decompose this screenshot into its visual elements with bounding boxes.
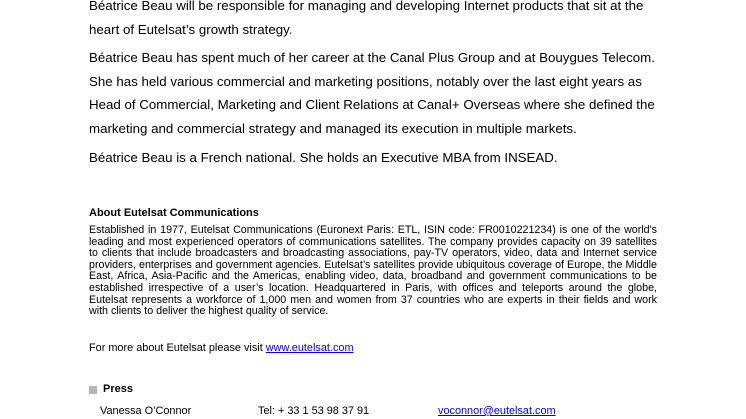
about-heading: About Eutelsat Communications bbox=[89, 207, 259, 219]
body-paragraph-3: Béatrice Beau is a French national. She holds an Executive MBA from INSEAD. bbox=[89, 150, 558, 165]
about-body: Established in 1977, Eutelsat Communications (Euronext Paris: ETL, ISIN code: FR0010221234) is one of the world's leading and most experienced operators of communications satellites. The company provides capacity on 39 satellites to clients that include broadcasters and broadcasting associations, pay-TV operators, video, data and Internet service providers, enterprises and government agencies. Eutelsat’s satellites provide ubiquitous coverage of Europe, the Middle East, Africa, Asia-Pacific and the Americas, enabling video, data, broadband and government communications to be established irrespective of a user’s location. Headquartered in Paris, with offices and teleports around the globe, Eutelsat represents a workforce of 1,000 men and women from 37 countries who are experts in their fields and work with clients to deliver the highest quality of service. bbox=[89, 224, 657, 318]
press-heading-label: Press bbox=[103, 383, 133, 395]
press-contact-row bbox=[0, 405, 746, 419]
press-email-link[interactable]: voconnor@eutelsat.com bbox=[438, 405, 556, 417]
bullet-square-icon bbox=[89, 386, 97, 394]
press-contact-tel: Tel: + 33 1 53 98 37 91 bbox=[258, 405, 370, 417]
more-info-line bbox=[89, 342, 354, 355]
more-info-text: For more about Eutelsat please visit bbox=[89, 342, 266, 354]
eutelsat-website-link[interactable]: www.eutelsat.com bbox=[265, 342, 354, 354]
body-paragraph-1: Béatrice Beau will be responsible for managing and developing Internet products that sit at the heart of Eutelsat’s growth strategy. bbox=[89, 0, 644, 37]
body-paragraph-2: Béatrice Beau has spent much of her career at the Canal Plus Group and at Bouygues Telecom. She has held various commercial and marketing positions, notably over the last eight years as Head of Commercial, Marketing and Client Relations at Canal+ Overseas where she defined the marketing and commercial strategy and managed its execution in multiple markets. bbox=[89, 50, 655, 136]
press-heading bbox=[89, 383, 133, 396]
press-contact-email-link[interactable] bbox=[438, 405, 556, 418]
press-contact-name: Vanessa O’Connor bbox=[100, 405, 192, 417]
